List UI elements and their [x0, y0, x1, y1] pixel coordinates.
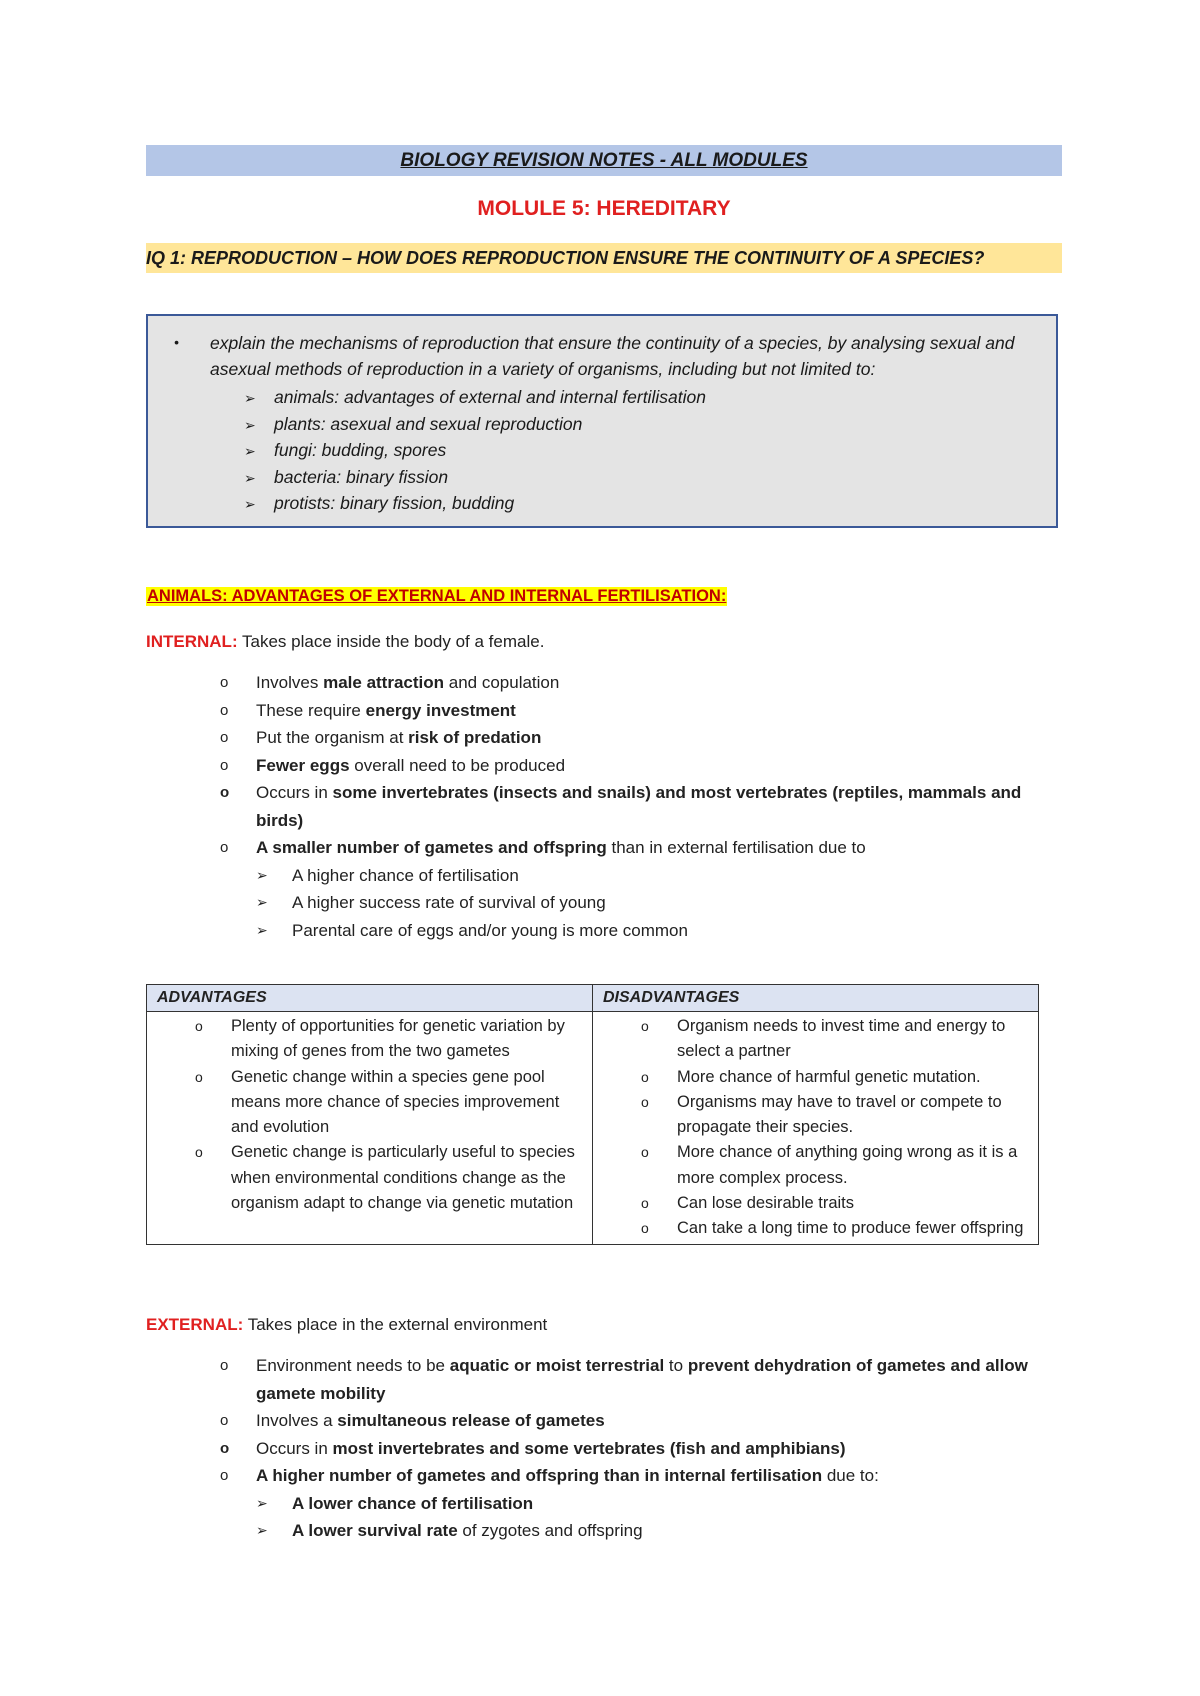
syllabus-outcome-box — [146, 314, 1058, 528]
list-item: ➢ plants: asexual and sexual reproduction — [244, 411, 706, 438]
arrow-bullet-icon: ➢ — [256, 866, 268, 883]
arrow-bullet-icon: ➢ — [244, 390, 256, 406]
list-item: ➢ fungi: budding, spores — [244, 437, 706, 464]
external-definition: EXTERNAL: Takes place in the external environment — [146, 1315, 548, 1334]
arrow-bullet-icon: ➢ — [244, 496, 256, 512]
list-item: o Genetic change is particularly useful to species when environmental conditions change as the organism adapt to change via genetic mutation — [195, 1143, 575, 1213]
external-bullet-list — [214, 1352, 1064, 1545]
list-item: ➢ animals: advantages of external and internal fertilisation — [244, 384, 706, 411]
inquiry-question-title: IQ 1: REPRODUCTION – HOW DOES REPRODUCTION ENSURE THE CONTINUITY OF A SPECIES? — [146, 243, 1062, 273]
list-item: o Can lose desirable traits — [641, 1194, 855, 1213]
list-item: o Plenty of opportunities for genetic variation by mixing of genes from the two gametes — [195, 1017, 565, 1061]
circle-bullet-icon: o — [220, 729, 229, 746]
advantages-cell — [147, 1012, 593, 1245]
table-header-row — [147, 985, 1039, 1012]
list-item: o Involves male attraction and copulation — [214, 669, 1064, 697]
arrow-bullet-icon: ➢ — [256, 1522, 268, 1538]
sub-list-item: ➢ Parental care of eggs and/or young is more common — [214, 917, 1064, 945]
list-item: o Fewer eggs overall need to be produced — [214, 752, 1064, 780]
list-item: o A higher number of gametes and offspring than in internal fertilisation due to: — [214, 1462, 1064, 1490]
section-heading: ANIMALS: ADVANTAGES OF EXTERNAL AND INTERNAL FERTILISATION: — [147, 587, 727, 605]
sub-list-item: ➢ A higher chance of fertilisation — [214, 862, 1064, 890]
list-item: o More chance of anything going wrong as it is a more complex process. — [641, 1143, 1018, 1187]
disadvantages-header: DISADVANTAGES — [593, 985, 1039, 1012]
sub-list-item: ➢ A higher success rate of survival of young — [214, 889, 1064, 917]
list-item: o Occurs in most invertebrates and some vertebrates (fish and amphibians) — [214, 1435, 1064, 1463]
arrow-bullet-icon: ➢ — [244, 443, 256, 459]
list-item: o Organisms may have to travel or compete to propagate their species. — [641, 1092, 1002, 1137]
advantages-header: ADVANTAGES — [147, 985, 593, 1012]
circle-bullet-icon: o — [220, 674, 229, 691]
circle-bullet-icon: o — [220, 1439, 230, 1457]
circle-bullet-icon: o — [220, 701, 229, 719]
list-item: o Environment needs to be aquatic or moist terrestrial to prevent dehydration of gametes and allow gamete mobility — [214, 1352, 1064, 1407]
list-item: o Organism needs to invest time and energy to select a partner — [641, 1017, 1006, 1061]
circle-bullet-icon: o — [220, 784, 230, 801]
internal-definition: INTERNAL: Takes place inside the body of a female. — [146, 632, 545, 651]
internal-label: INTERNAL: — [146, 632, 238, 651]
list-item: o Can take a long time to produce fewer offspring — [641, 1219, 1024, 1238]
disadvantages-cell — [593, 1012, 1039, 1245]
outcome-list — [244, 384, 706, 517]
list-item: o A smaller number of gametes and offspring than in external fertilisation due to — [214, 834, 1064, 862]
circle-bullet-icon: o — [220, 839, 229, 856]
module-title: MOLULE 5: HEREDITARY — [477, 197, 731, 220]
arrow-bullet-icon: ➢ — [256, 1494, 268, 1511]
outcome-text: explain the mechanisms of reproduction that ensure the continuity of a species, by analysing sexual and asexual methods of reproduction in a variety of organisms, including but not limited to: — [210, 333, 1015, 379]
list-item: o Put the organism at risk of predation — [214, 724, 1064, 752]
arrow-bullet-icon: ➢ — [244, 416, 256, 433]
list-item: ➢ bacteria: binary fission — [244, 464, 706, 491]
list-item: ➢ protists: binary fission, budding — [244, 490, 706, 517]
list-item: o Involves a simultaneous release of gametes — [214, 1407, 1064, 1435]
arrow-bullet-icon: ➢ — [256, 921, 268, 938]
circle-bullet-icon: o — [220, 1357, 229, 1374]
sub-list-item: ➢ A lower chance of fertilisation — [214, 1490, 1064, 1518]
internal-bullet-list — [214, 669, 1064, 944]
circle-bullet-icon: o — [220, 756, 229, 774]
list-item: o Genetic change within a species gene pool means more chance of species improvement and evolution — [195, 1067, 560, 1137]
arrow-bullet-icon: ➢ — [256, 894, 268, 910]
table-row — [147, 1012, 1039, 1245]
arrow-bullet-icon: ➢ — [244, 469, 256, 486]
sub-list-item: ➢ A lower survival rate of zygotes and offspring — [214, 1517, 1064, 1545]
external-label: EXTERNAL: — [146, 1315, 244, 1334]
document-title: BIOLOGY REVISION NOTES - ALL MODULES — [146, 145, 1062, 176]
circle-bullet-icon: o — [220, 1467, 229, 1484]
list-item: o Occurs in some invertebrates (insects and snails) and most vertebrates (reptiles, mammals and birds) — [214, 779, 1064, 834]
circle-bullet-icon: o — [220, 1412, 229, 1429]
list-item: o More chance of harmful genetic mutation. — [641, 1067, 981, 1086]
bullet-icon: • — [174, 334, 179, 350]
list-item: o These require energy investment — [214, 697, 1064, 725]
advantages-disadvantages-table — [146, 984, 1039, 1245]
